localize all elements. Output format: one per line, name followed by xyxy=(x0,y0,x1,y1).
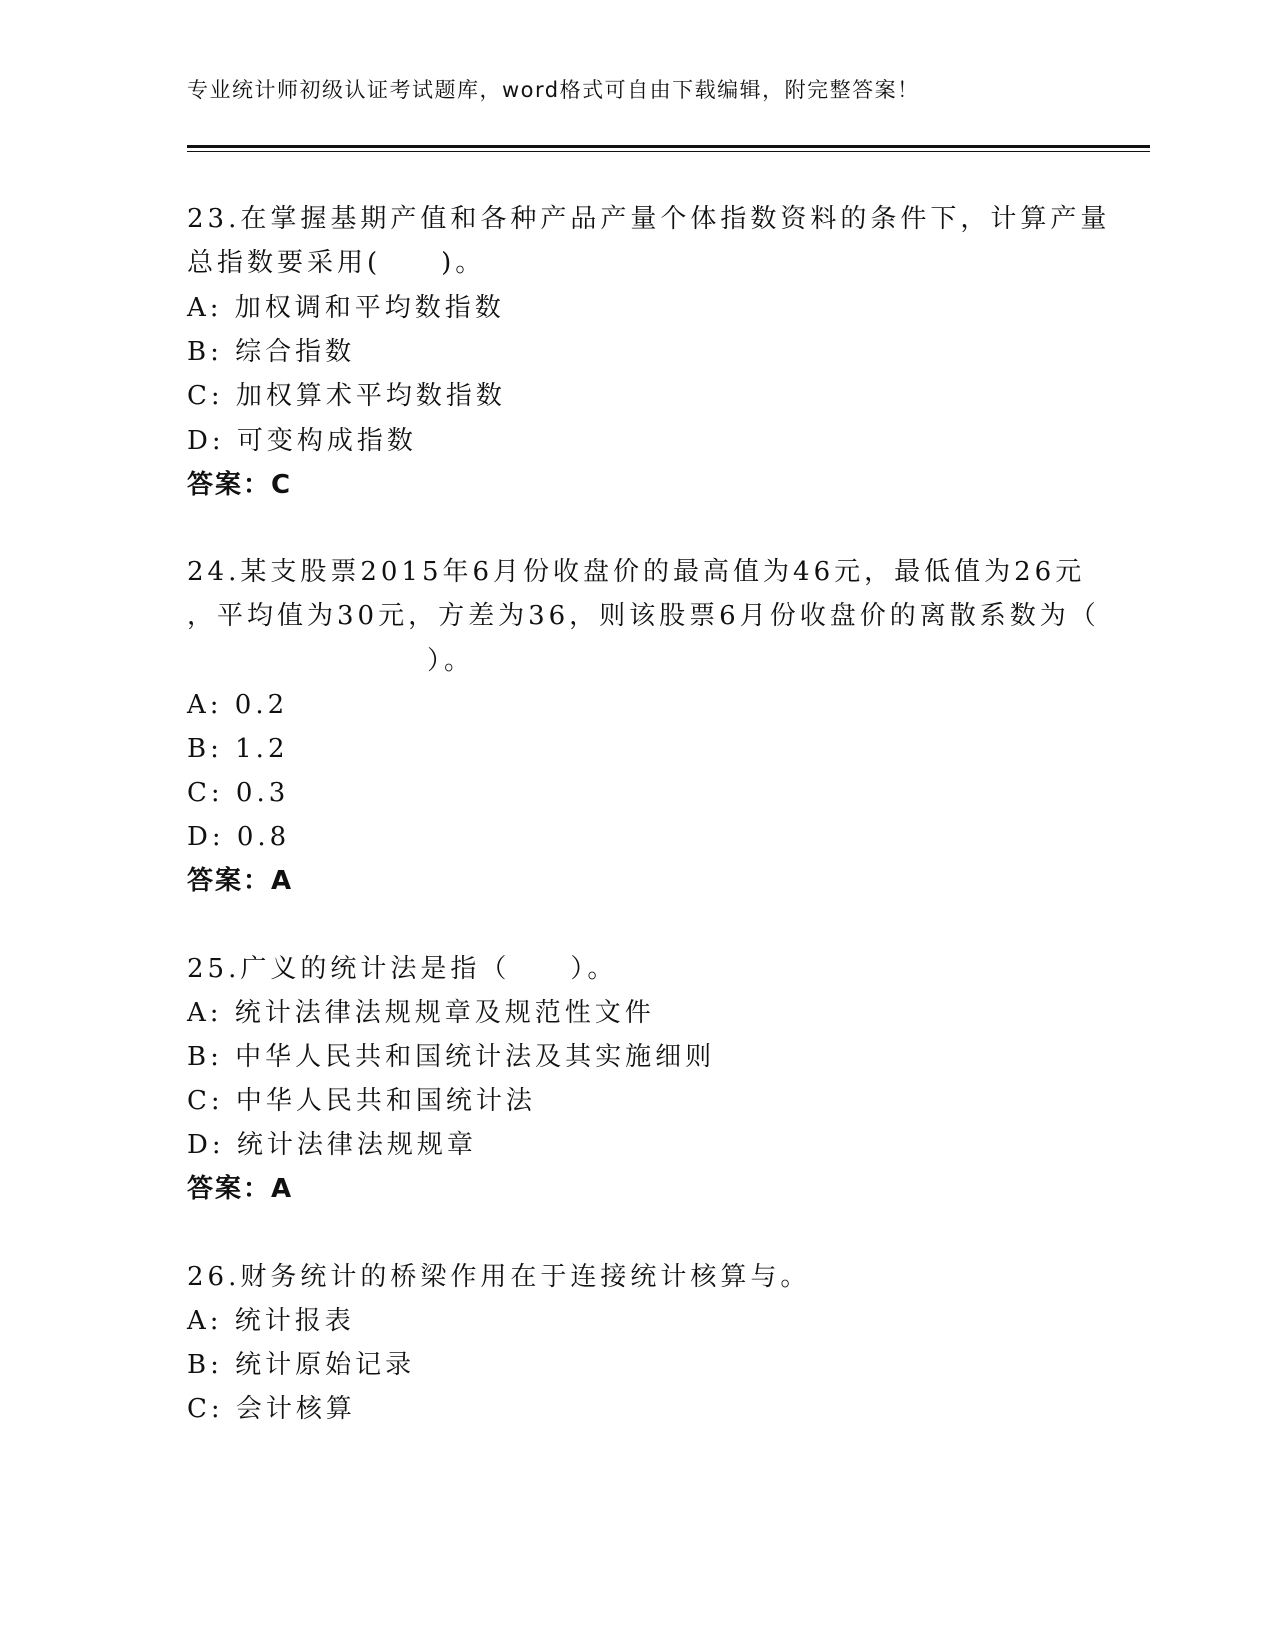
question-23-stem-line-1: 23.在掌握基期产值和各种产品产量个体指数资料的条件下，计算产量 xyxy=(187,204,1111,234)
question-25-option-a: A: 统计法律法规规章及规范性文件 xyxy=(187,998,655,1028)
page-header: 专业统计师初级认证考试题库，word格式可自由下载编辑，附完整答案！ xyxy=(187,78,920,102)
question-23-option-c: C: 加权算术平均数指数 xyxy=(187,381,506,411)
question-26-option-c: C: 会计核算 xyxy=(187,1394,356,1424)
question-25-option-b: B: 中华人民共和国统计法及其实施细则 xyxy=(187,1042,716,1072)
question-23-stem-line-2: 总指数要采用( )。 xyxy=(187,248,486,278)
question-24-option-b: B: 1.2 xyxy=(187,734,289,764)
question-24-option-c: C: 0.3 xyxy=(187,778,290,808)
question-24-answer: 答案：A xyxy=(187,866,294,896)
question-24-option-d: D: 0.8 xyxy=(187,822,291,852)
question-26-option-b: B: 统计原始记录 xyxy=(187,1350,416,1380)
question-26-stem-line-1: 26.财务统计的桥梁作用在于连接统计核算与。 xyxy=(187,1262,811,1292)
header-divider-thick xyxy=(187,145,1150,148)
question-23-answer: 答案：C xyxy=(187,470,293,500)
header-divider-thin xyxy=(187,151,1150,152)
question-23-option-a: A: 加权调和平均数指数 xyxy=(187,293,505,323)
question-23-option-b: B: 综合指数 xyxy=(187,337,356,367)
question-23-option-d: D: 可变构成指数 xyxy=(187,426,417,456)
question-24-option-a: A: 0.2 xyxy=(187,690,289,720)
question-24-stem-line-1: 24.某支股票2015年6月份收盘价的最高值为46元，最低值为26元 xyxy=(187,557,1086,587)
question-26-option-a: A: 统计报表 xyxy=(187,1306,355,1336)
question-24-stem-line-3: ）。 xyxy=(187,646,475,676)
question-25-answer: 答案：A xyxy=(187,1174,294,1204)
question-25-stem-line-1: 25.广义的统计法是指（ ）。 xyxy=(187,954,618,984)
question-25-option-c: C: 中华人民共和国统计法 xyxy=(187,1086,536,1116)
question-25-option-d: D: 统计法律法规规章 xyxy=(187,1130,477,1160)
question-24-stem-line-2: ，平均值为30元，方差为36，则该股票6月份收盘价的离散系数为（ xyxy=(187,601,1100,631)
